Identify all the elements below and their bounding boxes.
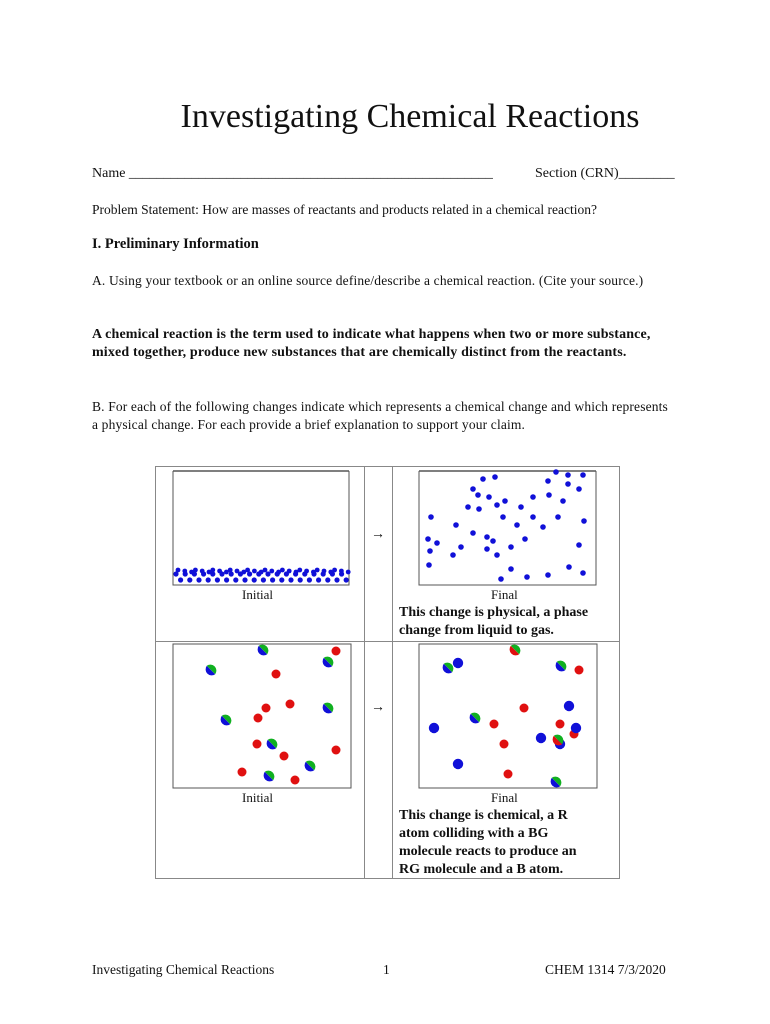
r-atom	[332, 647, 341, 656]
liquid-particle	[224, 577, 229, 582]
gas-particle	[465, 504, 471, 510]
liquid-particle	[322, 569, 327, 574]
r-atom	[520, 704, 529, 713]
gas-particle	[476, 506, 482, 512]
liquid-particle	[270, 577, 275, 582]
initial-label: Initial	[242, 790, 274, 805]
arrow-icon: →	[371, 527, 385, 542]
bg-molecule	[206, 665, 217, 676]
footer-title: Investigating Chemical Reactions	[92, 962, 275, 977]
physical-change-explanation: This change is physical, a phase change from liquid to gas.	[399, 605, 589, 638]
liquid-particle	[279, 577, 284, 582]
gas-particle	[545, 572, 551, 578]
gas-particle	[576, 542, 582, 548]
liquid-particle	[316, 577, 321, 582]
liquid-particle	[334, 577, 339, 582]
rg-molecule	[553, 735, 564, 746]
gas-particle	[490, 538, 496, 544]
liquid-particle	[304, 569, 309, 574]
liquid-particle	[178, 577, 183, 582]
b-atom	[564, 701, 574, 711]
gas-particle	[458, 544, 464, 550]
liquid-particle	[298, 577, 303, 582]
gas-particle	[470, 530, 476, 536]
changes-table	[155, 466, 620, 879]
b-atom	[536, 733, 546, 743]
r-atom	[556, 720, 565, 729]
gas-particle	[580, 570, 586, 576]
b-atom	[453, 759, 463, 769]
liquid-particle	[233, 577, 238, 582]
r-atom	[280, 752, 289, 761]
table-row	[156, 467, 620, 642]
gas-particle	[576, 486, 582, 492]
liquid-particle	[346, 570, 351, 575]
name-field-line: Name ____________________________________________________	[92, 166, 493, 181]
gas-particle	[546, 492, 552, 498]
gas-particle	[470, 486, 476, 492]
gas-particle	[530, 494, 536, 500]
liquid-particle	[325, 577, 330, 582]
initial-label: Initial	[242, 587, 274, 602]
initial-cell	[156, 467, 365, 642]
b-atom	[429, 723, 439, 733]
liquid-particle	[261, 577, 266, 582]
gas-particle	[566, 564, 572, 570]
gas-particle	[484, 534, 490, 540]
gas-particle	[500, 514, 506, 520]
r-atom	[262, 704, 271, 713]
liquid-particle	[344, 577, 349, 582]
liquid-particle	[339, 569, 344, 574]
liquid-particle	[196, 577, 201, 582]
gas-particle	[560, 498, 566, 504]
bg-molecule	[323, 657, 334, 668]
final-cell	[393, 642, 620, 879]
bg-molecule	[221, 715, 232, 726]
liquid-particle	[307, 577, 312, 582]
liquid-particle	[242, 577, 247, 582]
liquid-particle	[287, 569, 292, 574]
liquid-particle	[252, 577, 257, 582]
gas-particle	[428, 514, 434, 520]
part-a-answer: A chemical reaction is the term used to indicate what happens when two or more substance, mixed together, produce new substances that are chemically distinct from the reactants.	[92, 327, 651, 360]
liquid-particle	[228, 568, 233, 573]
initial-cell	[156, 642, 365, 879]
bg-molecule	[264, 771, 275, 782]
liquid-particle	[200, 569, 205, 574]
arrow-icon: →	[371, 700, 385, 715]
r-atom	[504, 770, 513, 779]
liquid-particle	[187, 577, 192, 582]
gas-particle	[426, 562, 432, 568]
gas-particle	[434, 540, 440, 546]
arrow-cell	[365, 642, 393, 879]
gas-particle	[494, 552, 500, 558]
rg-molecule	[510, 645, 521, 656]
bg-molecule	[258, 645, 269, 656]
gas-particle	[565, 481, 571, 487]
liquid-particle	[206, 577, 211, 582]
footer-page-number: 1	[383, 962, 390, 977]
liquid-particle	[193, 568, 198, 573]
liquid-particle	[263, 568, 268, 573]
section-heading: I. Preliminary Information	[92, 236, 259, 252]
gas-particle	[524, 574, 530, 580]
b-atom	[453, 658, 463, 668]
problem-statement: Problem Statement: How are masses of reactants and products related in a chemical reaction?	[92, 202, 597, 217]
liquid-particle	[315, 568, 320, 573]
r-atom	[238, 768, 247, 777]
gas-particle	[480, 476, 486, 482]
gas-particle	[502, 498, 508, 504]
liquid-particle	[288, 577, 293, 582]
r-atom	[286, 700, 295, 709]
footer-course-date: CHEM 1314 7/3/2020	[545, 962, 666, 977]
liquid-particle	[252, 569, 257, 574]
gas-particle	[518, 504, 524, 510]
arrow-cell	[365, 467, 393, 642]
section-field-line: Section (CRN)________	[535, 166, 675, 181]
liquid-particle	[217, 569, 222, 574]
bg-molecule	[470, 713, 481, 724]
gas-particle	[492, 474, 498, 480]
gas-particle	[484, 546, 490, 552]
bg-molecule	[443, 663, 454, 674]
bg-molecule	[551, 777, 562, 788]
final-label: Final	[491, 587, 518, 602]
final-cell	[393, 467, 620, 642]
gas-particle	[553, 469, 559, 475]
part-a-question: A. Using your textbook or an online source define/describe a chemical reaction. (Cite your source.)	[92, 273, 644, 288]
bg-molecule	[323, 703, 334, 714]
bg-molecule	[556, 661, 567, 672]
liquid-particle	[332, 568, 337, 573]
gas-particle	[425, 536, 431, 542]
gas-particle	[580, 472, 586, 478]
gas-particle	[508, 566, 514, 572]
liquid-particle	[269, 569, 274, 574]
chemical-change-explanation: This change is chemical, a R atom colliding with a BG molecule reacts to produce an RG molecule and a B atom.	[399, 808, 577, 877]
liquid-particle	[182, 569, 187, 574]
liquid-particle	[245, 568, 250, 573]
b-atom	[571, 723, 581, 733]
gas-particle	[514, 522, 520, 528]
liquid-particle	[210, 568, 215, 573]
gas-particle	[450, 552, 456, 558]
r-atom	[332, 746, 341, 755]
gas-particle	[545, 478, 551, 484]
liquid-particle	[280, 568, 285, 573]
table-row	[156, 642, 620, 879]
gas-particle	[475, 492, 481, 498]
liquid-particle	[215, 577, 220, 582]
final-label: Final	[491, 790, 518, 805]
gas-particle	[494, 502, 500, 508]
gas-particle	[427, 548, 433, 554]
gas-particle	[581, 518, 587, 524]
liquid-particle	[176, 568, 181, 573]
gas-particle	[555, 514, 561, 520]
gas-particle	[453, 522, 459, 528]
gas-particle	[540, 524, 546, 530]
reaction-initial-diagram	[156, 642, 364, 878]
bg-molecule	[305, 761, 316, 772]
r-atom	[575, 666, 584, 675]
gas-particle	[486, 494, 492, 500]
bg-molecule	[267, 739, 278, 750]
gas-particle	[522, 536, 528, 542]
gas-particle	[565, 472, 571, 478]
r-atom	[272, 670, 281, 679]
gas-particle	[530, 514, 536, 520]
liquid-particle	[297, 568, 302, 573]
liquid-particle	[235, 569, 240, 574]
r-atom	[500, 740, 509, 749]
r-atom	[254, 714, 263, 723]
liquid-initial-diagram	[156, 467, 364, 641]
page-title: Investigating Chemical Reactions	[180, 98, 640, 135]
r-atom	[490, 720, 499, 729]
gas-particle	[498, 576, 504, 582]
gas-particle	[508, 544, 514, 550]
part-b-question: B. For each of the following changes indicate which represents a chemical change and which represents a physical change. For each provide a brief explanation to support your claim.	[92, 399, 668, 432]
r-atom	[253, 740, 262, 749]
r-atom	[291, 776, 300, 785]
